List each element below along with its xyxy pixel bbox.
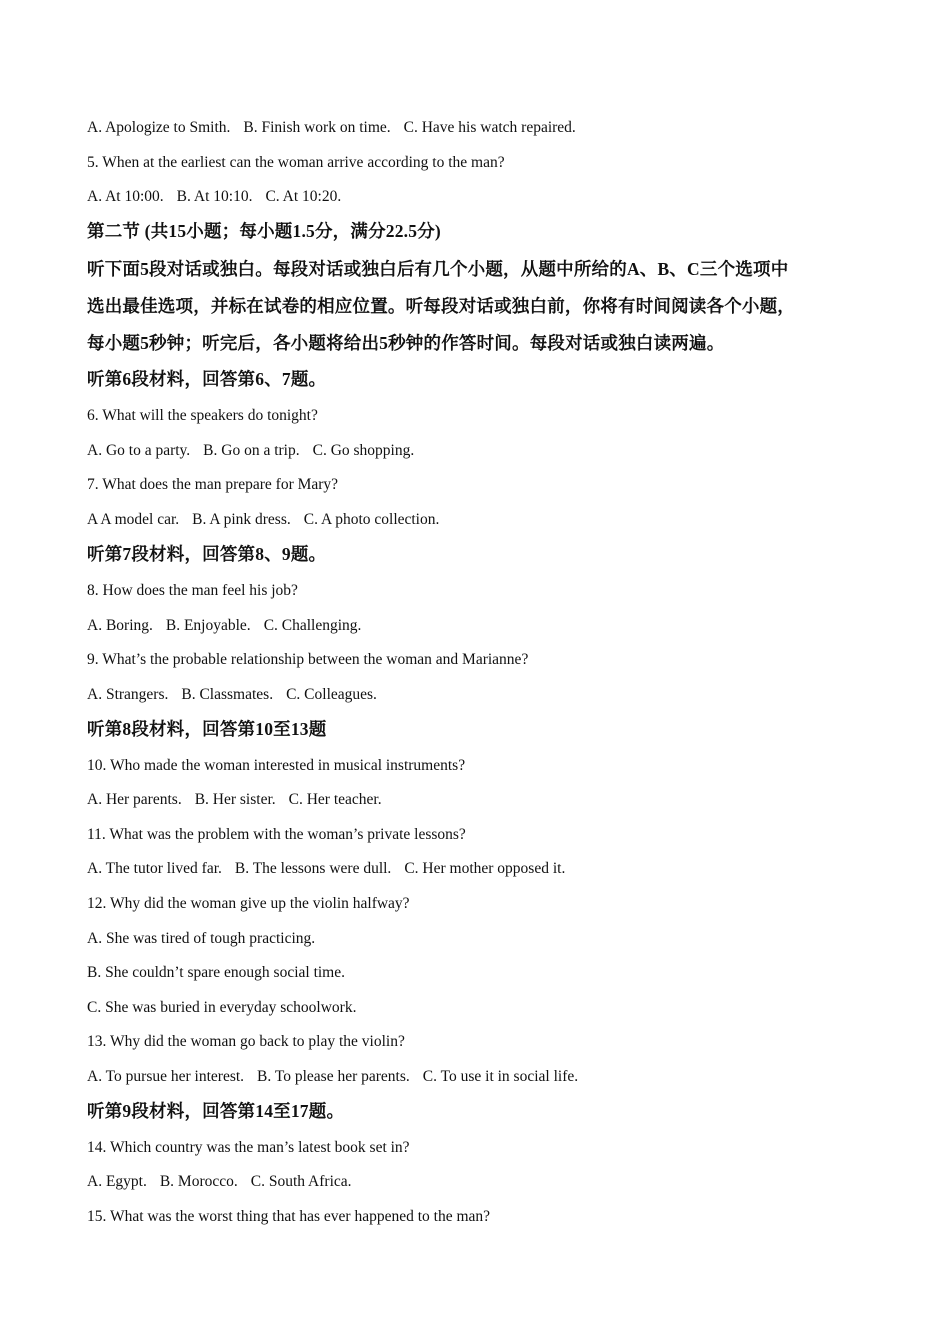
question-8: 8. How does the man feel his job? [87, 582, 298, 599]
option-b: B. Finish work on time. [243, 119, 391, 136]
option-b: B. Morocco. [159, 1173, 238, 1190]
section-instructions-line-3: 每小题5秒钟；听完后，各小题将给出5秒钟的作答时间。每段对话或独白读两遍。 [87, 333, 725, 353]
option-c: C. Her mother opposed it. [404, 860, 566, 877]
option-c: C. To use it in social life. [422, 1068, 579, 1085]
option-a: A. Go to a party. [87, 442, 191, 459]
material-heading-6: 听第6段材料，回答第6、7题。 [87, 369, 327, 389]
option-b: B. At 10:10. [176, 188, 253, 205]
option-a: A. At 10:00. [87, 188, 164, 205]
answer-options [87, 790, 382, 810]
question-15: 15. What was the worst thing that has ever happened to the man? [87, 1208, 491, 1225]
question-9: 9. What’s the probable relationship between the woman and Marianne? [87, 651, 529, 668]
option-b: B. To please her parents. [257, 1068, 410, 1085]
question-7: 7. What does the man prepare for Mary? [87, 476, 339, 493]
section-instructions-line-2: 选出最佳选项，并标在试卷的相应位置。听每段对话或独白前，你将有时间阅读各个小题， [87, 296, 795, 316]
option-b: B. Classmates. [181, 686, 274, 703]
answer-options [87, 1067, 578, 1087]
option-a: A. The tutor lived far. [87, 860, 222, 877]
question-11: 11. What was the problem with the woman’s private lessons? [87, 826, 466, 843]
question-13: 13. Why did the woman go back to play the violin? [87, 1033, 405, 1050]
answer-options [87, 685, 377, 705]
answer-options [87, 1172, 352, 1192]
option-c: C. Have his watch repaired. [403, 119, 576, 136]
option-c: C. Her teacher. [288, 791, 382, 808]
option-a: A. To pursue her interest. [87, 1068, 245, 1085]
option-c: C. Colleagues. [286, 686, 377, 703]
option-b: B. She couldn’t spare enough social time. [87, 964, 345, 981]
question-14: 14. Which country was the man’s latest book set in? [87, 1139, 410, 1156]
option-c: C. She was buried in everyday schoolwork. [87, 999, 357, 1016]
option-c: C. Challenging. [263, 617, 362, 634]
option-c: C. A photo collection. [303, 511, 440, 528]
option-b: B. Go on a trip. [203, 442, 300, 459]
option-b: B. A pink dress. [192, 511, 291, 528]
material-heading-7: 听第7段材料，回答第8、9题。 [87, 544, 327, 564]
option-c: C. At 10:20. [265, 188, 342, 205]
question-6: 6. What will the speakers do tonight? [87, 407, 318, 424]
answer-options [87, 510, 439, 530]
answer-options [87, 187, 341, 207]
option-c: C. Go shopping. [312, 442, 415, 459]
option-b: B. The lessons were dull. [234, 860, 392, 877]
option-c: C. South Africa. [250, 1173, 352, 1190]
option-b: B. Her sister. [194, 791, 276, 808]
answer-options [87, 441, 414, 461]
question-12: 12. Why did the woman give up the violin halfway? [87, 895, 410, 912]
question-5: 5. When at the earliest can the woman arrive according to the man? [87, 154, 505, 171]
answer-options [87, 118, 576, 138]
section-instructions-line-1: 听下面5段对话或独白。每段对话或独白后有几个小题，从题中所给的A、B、C三个选项中 [87, 259, 789, 279]
answer-options [87, 616, 361, 636]
option-a: A. Strangers. [87, 686, 169, 703]
question-10: 10. Who made the woman interested in musical instruments? [87, 757, 466, 774]
option-a: A. Apologize to Smith. [87, 119, 231, 136]
option-a: A. Boring. [87, 617, 153, 634]
material-heading-9: 听第9段材料，回答第14至17题。 [87, 1101, 345, 1121]
material-heading-8: 听第8段材料，回答第10至13题 [87, 719, 327, 739]
answer-options [87, 859, 565, 879]
option-a: A. Egypt. [87, 1173, 147, 1190]
option-a: A. Her parents. [87, 791, 182, 808]
option-a: A A model car. [87, 511, 180, 528]
option-a: A. She was tired of tough practicing. [87, 930, 316, 947]
section-heading: 第二节 (共15小题；每小题1.5分，满分22.5分) [87, 221, 441, 241]
option-b: B. Enjoyable. [165, 617, 251, 634]
